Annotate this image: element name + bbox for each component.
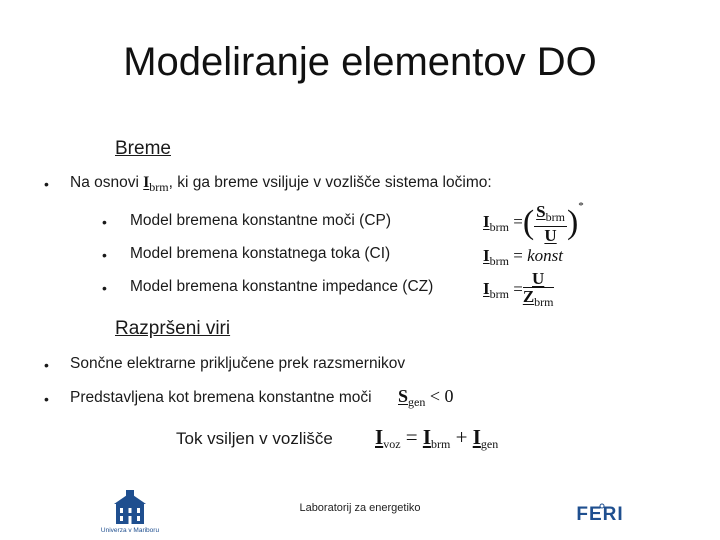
section-heading-breme: Breme xyxy=(115,138,171,159)
bullet-dot: • xyxy=(102,214,107,230)
equation-cz: $I_{brm}$ = $\frac{U}{Z_{brm}}$ xyxy=(483,269,554,309)
injection-label: Tok vsiljen v vozlišče xyxy=(176,429,333,448)
bullet-dot: • xyxy=(102,280,107,296)
bullet-dot: • xyxy=(102,247,107,263)
eq-cz-fraction: $\frac{U}{Z_{brm}}$ xyxy=(522,269,554,309)
feri-logo xyxy=(562,503,638,523)
model-ci: Model bremena konstatnega toka (CI) xyxy=(130,245,391,262)
bullet-dot: • xyxy=(44,391,49,407)
model-cz: Model bremena konstantne impedance (CZ) xyxy=(130,278,434,295)
viri-bullet-2: Predstavljena kot bremena konstantne moči xyxy=(70,389,372,406)
breme-intro xyxy=(70,174,492,195)
intro-var: $I_{brm}$ xyxy=(143,174,169,194)
eq-cp-fraction: $\frac{S_{brm}}{U}$ xyxy=(536,201,565,245)
model-cp: Model bremena konstantne moči (CP) xyxy=(130,212,392,229)
equation-sgen: $S_{gen} < 0$ xyxy=(398,386,454,409)
equation-injection: $I_{voz} = I_{brm} + I_{gen}$ xyxy=(375,425,499,451)
viri-bullet-1: Sončne elektrarne priključene prek razsmernikov xyxy=(70,355,406,372)
equation-ci: $I_{brm}$ = konst xyxy=(483,246,563,268)
um-logo-text: Univerza v Mariboru xyxy=(100,527,160,534)
eq-cp-lhs: $I_{brm}$ xyxy=(483,212,509,234)
footer-lab-name: Laboratorij za energetiko xyxy=(299,502,421,514)
equation-cp: $I_{brm}$ =( $\frac{S_{brm}}{U}$ )* xyxy=(483,200,584,245)
section-heading-viri: Razpršeni viri xyxy=(115,318,231,339)
bullet-dot: • xyxy=(44,357,49,373)
bullet-dot: • xyxy=(44,176,49,192)
intro-suffix: , ki ga breme vsiljuje v vozlišče sistema ločimo: xyxy=(168,174,492,191)
feri-logo-text: FERI xyxy=(576,504,624,523)
slide-title: Modeliranje elementov DO xyxy=(123,40,597,84)
intro-prefix: Na osnovi xyxy=(70,174,139,191)
